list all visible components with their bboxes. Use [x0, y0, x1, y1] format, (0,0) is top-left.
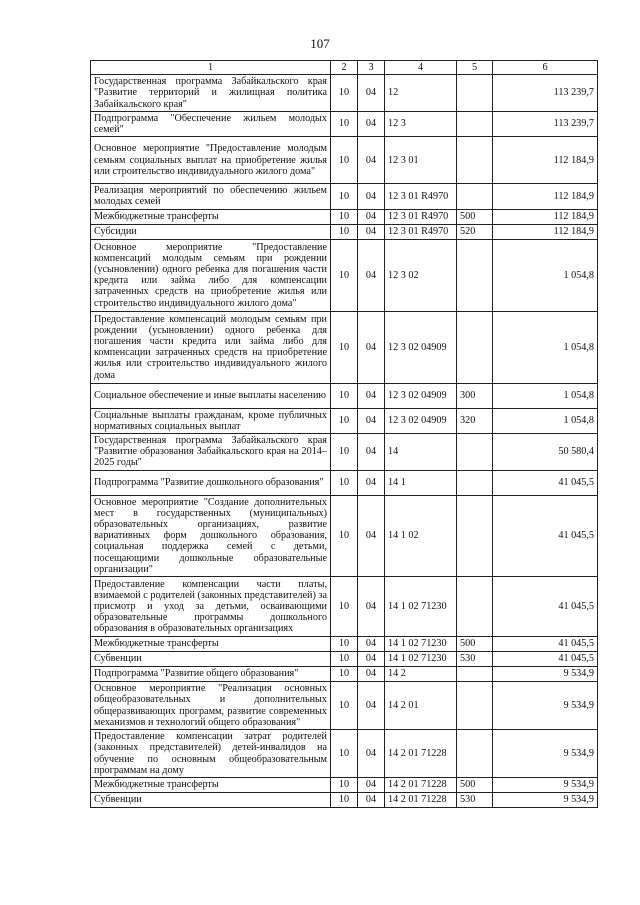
row-amount: 1 054,8	[493, 239, 598, 311]
row-target-article: 14 2	[385, 667, 457, 682]
row-target-article: 14 1 02 71230	[385, 577, 457, 637]
row-section: 10	[331, 495, 358, 576]
row-section: 10	[331, 311, 358, 383]
row-target-article: 12	[385, 75, 457, 112]
table-row	[91, 137, 598, 184]
row-expense-type	[457, 311, 493, 383]
row-name: Социальные выплаты гражданам, кроме публичных нормативных социальных выплат	[91, 408, 331, 433]
table-row	[91, 434, 598, 471]
row-expense-type: 300	[457, 383, 493, 408]
row-section: 10	[331, 75, 358, 112]
row-subsection: 04	[358, 682, 385, 730]
table-row	[91, 495, 598, 576]
row-name: Подпрограмма "Развитие общего образования"	[91, 667, 331, 682]
table-row	[91, 652, 598, 667]
row-expense-type	[457, 239, 493, 311]
row-subsection: 04	[358, 652, 385, 667]
row-amount: 112 184,9	[493, 137, 598, 184]
row-expense-type	[457, 682, 493, 730]
row-expense-type	[457, 184, 493, 209]
row-section: 10	[331, 577, 358, 637]
table-header	[91, 61, 598, 75]
row-subsection: 04	[358, 434, 385, 471]
row-amount: 41 045,5	[493, 470, 598, 495]
row-section: 10	[331, 137, 358, 184]
row-subsection: 04	[358, 577, 385, 637]
row-name: Подпрограмма "Обеспечение жильем молодых семей"	[91, 111, 331, 136]
row-amount: 112 184,9	[493, 209, 598, 224]
row-expense-type	[457, 577, 493, 637]
row-name: Реализация мероприятий по обеспечению жильем молодых семей	[91, 184, 331, 209]
row-name: Государственная программа Забайкальского края "Развитие образования Забайкальского края на 2014–2025 годы"	[91, 434, 331, 471]
row-section: 10	[331, 793, 358, 808]
row-target-article: 12 3 02	[385, 239, 457, 311]
header-col-2: 2	[331, 61, 358, 75]
row-section: 10	[331, 682, 358, 730]
row-subsection: 04	[358, 730, 385, 778]
row-subsection: 04	[358, 224, 385, 239]
table-row	[91, 682, 598, 730]
row-section: 10	[331, 637, 358, 652]
row-section: 10	[331, 184, 358, 209]
row-expense-type	[457, 495, 493, 576]
row-amount: 112 184,9	[493, 224, 598, 239]
row-name: Государственная программа Забайкальского края "Развитие территорий и жилищная политика Забайкальского края"	[91, 75, 331, 112]
row-section: 10	[331, 730, 358, 778]
row-amount: 113 239,7	[493, 75, 598, 112]
row-target-article: 14 1 02 71230	[385, 637, 457, 652]
row-amount: 41 045,5	[493, 652, 598, 667]
row-expense-type	[457, 111, 493, 136]
row-section: 10	[331, 652, 358, 667]
row-subsection: 04	[358, 75, 385, 112]
table-row	[91, 209, 598, 224]
row-name: Субвенции	[91, 793, 331, 808]
row-subsection: 04	[358, 383, 385, 408]
table-row	[91, 637, 598, 652]
row-amount: 113 239,7	[493, 111, 598, 136]
row-subsection: 04	[358, 111, 385, 136]
row-amount: 1 054,8	[493, 408, 598, 433]
row-target-article: 12 3 01 R4970	[385, 224, 457, 239]
row-expense-type	[457, 434, 493, 471]
row-amount: 9 534,9	[493, 730, 598, 778]
row-expense-type: 530	[457, 652, 493, 667]
row-target-article: 12 3	[385, 111, 457, 136]
header-col-1: 1	[91, 61, 331, 75]
row-amount: 50 580,4	[493, 434, 598, 471]
table-row	[91, 224, 598, 239]
row-subsection: 04	[358, 495, 385, 576]
table-row	[91, 470, 598, 495]
row-name: Основное мероприятие "Создание дополнительных мест в государственных (муниципальных) образовательных организациях, развитие вариативных форм дошкольного образования, социальная поддержка семей с детьми, посещающими дошкольные образовательные организации"	[91, 495, 331, 576]
row-target-article: 12 3 01 R4970	[385, 184, 457, 209]
row-section: 10	[331, 667, 358, 682]
table-row	[91, 311, 598, 383]
row-amount: 9 534,9	[493, 778, 598, 793]
row-amount: 1 054,8	[493, 383, 598, 408]
header-col-6: 6	[493, 61, 598, 75]
table-row	[91, 383, 598, 408]
row-target-article: 12 3 02 04909	[385, 311, 457, 383]
row-expense-type: 500	[457, 209, 493, 224]
row-subsection: 04	[358, 793, 385, 808]
row-name: Социальное обеспечение и иные выплаты населению	[91, 383, 331, 408]
row-amount: 41 045,5	[493, 495, 598, 576]
row-target-article: 12 3 01 R4970	[385, 209, 457, 224]
row-name: Предоставление компенсации части платы, взимаемой с родителей (законных представителей) за присмотр и уход за детьми, осваивающими образовательные программы дошкольного образования в образовательных организациях	[91, 577, 331, 637]
row-name: Межбюджетные трансферты	[91, 637, 331, 652]
row-section: 10	[331, 224, 358, 239]
row-subsection: 04	[358, 184, 385, 209]
row-expense-type: 320	[457, 408, 493, 433]
row-section: 10	[331, 470, 358, 495]
row-name: Субсидии	[91, 224, 331, 239]
table-row	[91, 667, 598, 682]
row-section: 10	[331, 383, 358, 408]
table-row	[91, 778, 598, 793]
row-name: Основное мероприятие "Предоставление компенсаций молодым семьям при рождении (усыновлении) одного ребенка для погашения части кредита или займа либо для компенсации затраченных средств на приобретение жилья или строительство индивидуального жилого дома"	[91, 239, 331, 311]
row-name: Межбюджетные трансферты	[91, 209, 331, 224]
row-subsection: 04	[358, 209, 385, 224]
row-subsection: 04	[358, 667, 385, 682]
row-target-article: 12 3 02 04909	[385, 383, 457, 408]
row-target-article: 12 3 02 04909	[385, 408, 457, 433]
budget-table	[90, 60, 598, 808]
header-col-3: 3	[358, 61, 385, 75]
row-amount: 1 054,8	[493, 311, 598, 383]
table-row	[91, 577, 598, 637]
row-subsection: 04	[358, 778, 385, 793]
row-subsection: 04	[358, 637, 385, 652]
row-target-article: 14 2 01 71228	[385, 793, 457, 808]
row-name: Субвенции	[91, 652, 331, 667]
row-subsection: 04	[358, 470, 385, 495]
row-name: Межбюджетные трансферты	[91, 778, 331, 793]
row-subsection: 04	[358, 239, 385, 311]
row-expense-type	[457, 470, 493, 495]
row-subsection: 04	[358, 408, 385, 433]
table-row	[91, 793, 598, 808]
row-section: 10	[331, 408, 358, 433]
row-expense-type	[457, 75, 493, 112]
row-target-article: 14 2 01 71228	[385, 778, 457, 793]
header-col-4: 4	[385, 61, 457, 75]
row-expense-type: 500	[457, 778, 493, 793]
row-amount: 41 045,5	[493, 637, 598, 652]
row-section: 10	[331, 778, 358, 793]
header-row	[91, 61, 598, 75]
row-target-article: 14	[385, 434, 457, 471]
row-name: Предоставление компенсации затрат родителей (законных представителей) детей-инвалидов на обучение по основным общеобразовательным программам на дому	[91, 730, 331, 778]
row-expense-type	[457, 730, 493, 778]
row-expense-type: 520	[457, 224, 493, 239]
row-amount: 9 534,9	[493, 793, 598, 808]
row-target-article: 14 1	[385, 470, 457, 495]
row-name: Подпрограмма "Развитие дошкольного образования"	[91, 470, 331, 495]
row-amount: 9 534,9	[493, 667, 598, 682]
row-amount: 41 045,5	[493, 577, 598, 637]
row-subsection: 04	[358, 311, 385, 383]
row-target-article: 14 2 01	[385, 682, 457, 730]
row-expense-type	[457, 667, 493, 682]
row-subsection: 04	[358, 137, 385, 184]
row-target-article: 12 3 01	[385, 137, 457, 184]
row-expense-type	[457, 137, 493, 184]
row-expense-type: 500	[457, 637, 493, 652]
row-section: 10	[331, 434, 358, 471]
header-col-5: 5	[457, 61, 493, 75]
row-section: 10	[331, 239, 358, 311]
row-expense-type: 530	[457, 793, 493, 808]
page-number: 107	[310, 36, 330, 51]
table-row	[91, 184, 598, 209]
row-amount: 112 184,9	[493, 184, 598, 209]
row-name: Предоставление компенсаций молодым семьям при рождении (усыновлении) одного ребенка для погашения части кредита или займа либо для компенсации затраченных средств на приобретение жилья или строительство индивидуального жилого дома	[91, 311, 331, 383]
row-target-article: 14 1 02 71230	[385, 652, 457, 667]
row-target-article: 14 1 02	[385, 495, 457, 576]
row-name: Основное мероприятие "Предоставление молодым семьям социальных выплат на приобретение жилья или строительство индивидуального жилого дома"	[91, 137, 331, 184]
table-row	[91, 730, 598, 778]
row-amount: 9 534,9	[493, 682, 598, 730]
table-row	[91, 239, 598, 311]
table-row	[91, 75, 598, 112]
row-target-article: 14 2 01 71228	[385, 730, 457, 778]
row-section: 10	[331, 111, 358, 136]
table-row	[91, 111, 598, 136]
row-name: Основное мероприятие "Реализация основных общеобразовательных и дополнительных общеразвивающих программ, развитие современных механизмов и технологий общего образования"	[91, 682, 331, 730]
row-section: 10	[331, 209, 358, 224]
table-row	[91, 408, 598, 433]
table-body	[91, 75, 598, 808]
